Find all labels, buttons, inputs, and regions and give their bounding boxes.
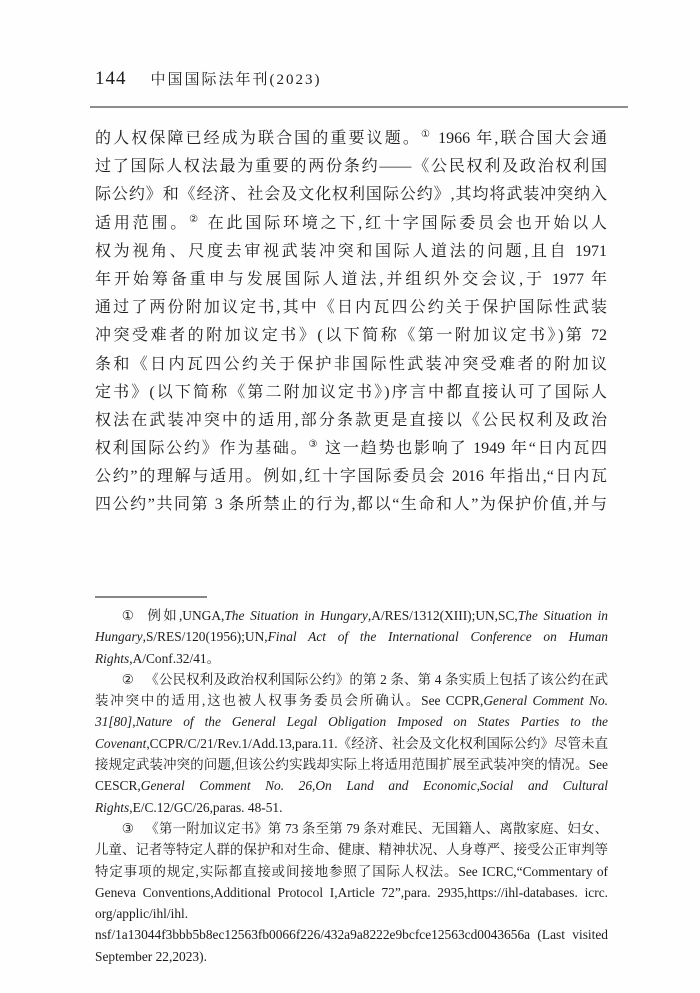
body-text-line: 际公约》和《经济、社会及文化权利国际公约》,其均将武装冲突纳入 [95, 186, 607, 204]
footnote-reference[interactable]: ① [420, 129, 433, 140]
footnote-marker: ② [121, 671, 135, 687]
body-text-line: 的人权保障已经成为联合国的重要议题。① 1966 年,联合国大会通 [95, 129, 607, 147]
footnote-text: 例如,UNGA, [147, 608, 225, 623]
body-text-line: 四公约”共同第 3 条所禁止的行为,都以“生命和人”为保护价值,并与 [95, 496, 607, 514]
footnote-text: ,CCPR/C/21/Rev.1/Add.13,para.11.《经济、社会及文化权利国际公约》尽管未直接规定武装冲突的问题,但该公约实践却实际上将适用范围扩展至武装冲突的情况。See CESCR, [95, 735, 608, 794]
body-text-line: 权为视角、尺度去审视武装冲突和国际人道法的问题,且自 1971 [95, 242, 607, 260]
body-text-line: 权法在武装冲突中的适用,部分条款更是直接以《公民权利及政治 [95, 411, 607, 429]
footnote-reference[interactable]: ② [189, 213, 201, 225]
page-number: 144 [95, 68, 127, 89]
body-text-line: 通过了两份附加议定书,其中《日内瓦四公约关于保护国际性武装 [95, 299, 607, 317]
footnote-text-italic: The Situation in Hungary [224, 608, 368, 623]
footnotes-section [95, 605, 608, 967]
footnote-text: ,S/RES/120(1956);UN, [142, 629, 268, 645]
body-text-line: 适用范围。② 在此国际环境之下,红十字国际委员会也开始以人 [95, 213, 607, 232]
body-text-line: 权利国际公约》作为基础。③ 这一趋势也影响了 1949 年“日内瓦四 [95, 439, 607, 458]
footnote-reference[interactable]: ③ [308, 439, 320, 451]
footnote-text: ,A/RES/1312(XIII);UN,SC, [367, 608, 518, 623]
footnote-text-italic: General Comment No. 26 [140, 778, 313, 794]
footnote-text-italic: Final Act of the International Conference on Human Rights [95, 629, 608, 666]
body-text-line: 年开始筹备重申与发展国际人道法,并组织外交会议,于 1977 年 [95, 270, 607, 288]
body-text-line: 定书》(以下简称《第二附加议定书》)序言中都直接认可了国际人 [95, 383, 607, 401]
body-text-line: 条和《日内瓦四公约关于保护非国际性武装冲突受难者的附加议 [95, 355, 607, 373]
header-rule [90, 106, 628, 108]
body-text-line: 过了国际人权法最为重要的两份条约——《公民权利及政治权利国 [95, 158, 607, 176]
body-text-line: 冲突受难者的附加议定书》(以下简称《第一附加议定书》)第 72 [95, 327, 607, 345]
body-text-line: 公约”的理解与适用。例如,红十字国际委员会 2016 年指出,“日内瓦 [95, 468, 607, 486]
footnote-marker: ③ [121, 820, 135, 836]
page-header [95, 68, 628, 90]
footnote-text: , [132, 714, 136, 730]
footnote-text: 《第一附加议定书》第 73 条至第 79 条对难民、无国籍人、离散家庭、妇女、儿童、记者等特定人群的保护和对生命、健康、精神状况、人身尊严、接受公正审判等特定事项的规定,实际都直接或间接地参照了国际人权法。See ICRC,“Commentary of Geneva Conventions,Additional Protocol I,Article 72”,para. 2935,https://ihl-databases. icrc. org/applic/ihl/ihl. nsf/1a13044f3bbb5b8ec12563fb0066f226/432a9a8222e9bcfce12563cd0043656a (Last visited September 22,2023). [95, 820, 609, 964]
footnote-text-italic: General Comment No. 31[80] [95, 693, 608, 730]
footnote-text: ,E/C.12/GC/26,paras. 48-51. [129, 799, 283, 815]
footnote-item [95, 605, 608, 669]
footnote-text-italic: The Situation in Hungary [95, 608, 608, 645]
journal-title: 中国国际法年刊(2023) [150, 72, 322, 88]
body-paragraph [95, 125, 607, 520]
footnote-separator [95, 596, 207, 598]
footnote-text: , [312, 778, 316, 794]
footnote-marker: ① [121, 608, 137, 623]
footnote-item [95, 818, 608, 967]
footnote-text-italic: Nature of the General Legal Obligation Imposed on States Parties to the Covenant [95, 714, 608, 751]
footnote-text-italic: On Land and Economic,Social and Cultural Rights [95, 778, 608, 815]
footnote-text: 《公民权利及政治权利国际公约》的第 2 条、第 4 条实质上包括了该公约在武装冲突中的适用,这也被人权事务委员会所确认。See CCPR, [95, 671, 608, 709]
footnote-item [95, 669, 608, 818]
footnote-text: ,A/Conf.32/41。 [129, 650, 220, 666]
